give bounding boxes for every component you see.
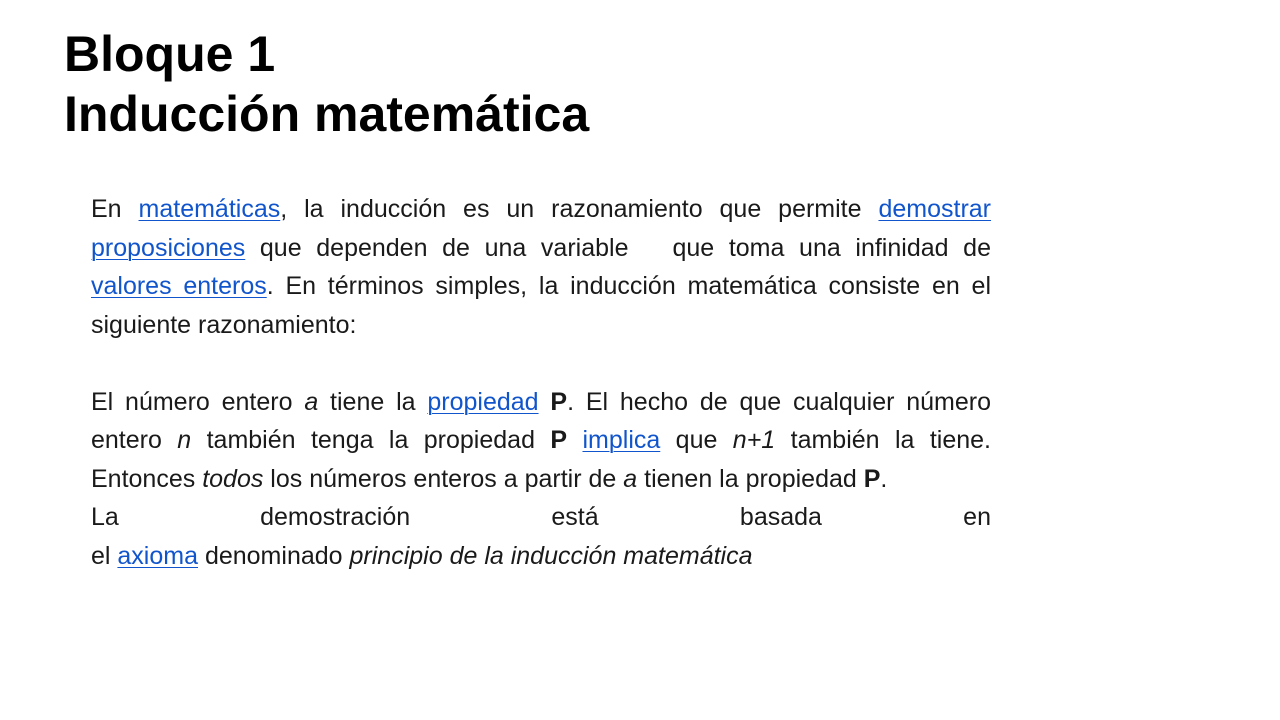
paragraph-demostracion-line-2: [91, 537, 991, 576]
link-proposiciones[interactable]: proposiciones: [91, 233, 246, 262]
text-run: que: [660, 426, 733, 454]
text-run: el: [91, 541, 118, 570]
link-axioma[interactable]: axioma: [117, 541, 198, 570]
paragraph-induccion-intro: [91, 190, 991, 344]
variable-n-plus-1: n+1: [732, 426, 776, 454]
title-line-2: Inducción matemática: [64, 86, 590, 142]
text-run: [567, 426, 582, 454]
text-run: que dependen de una variable: [245, 233, 629, 262]
text-run: . En términos simples, la inducción matemática consiste en el siguiente razonamiento:: [91, 272, 991, 339]
link-matematicas[interactable]: matemáticas: [138, 195, 281, 223]
paragraph-demostracion-line-1: La demostración está basada en: [91, 503, 991, 531]
variable-a: a: [304, 387, 319, 416]
text-run: .: [880, 464, 888, 493]
emphasis-todos: todos: [202, 464, 264, 493]
text-run: , la inducción es un razonamiento que permite: [280, 195, 879, 223]
paragraph-propiedad: [91, 383, 991, 499]
text-run: tiene la: [318, 387, 428, 416]
text-run: denominado: [198, 541, 350, 570]
text-run: que toma una infinidad de: [672, 233, 991, 262]
text-run: [539, 388, 551, 416]
link-propiedad[interactable]: propiedad: [427, 387, 539, 416]
variable-n: n: [177, 426, 192, 454]
text-run: también tenga la propiedad: [191, 426, 551, 454]
link-implica[interactable]: implica: [582, 426, 661, 454]
text-run: En: [91, 195, 139, 223]
slide-title: [64, 24, 1164, 144]
title-line-1: Bloque 1: [64, 26, 276, 82]
principio-induccion: principio de la inducción matemática: [349, 541, 753, 570]
variable-a: a: [623, 464, 638, 493]
paragraph-spacer: [91, 344, 991, 383]
text-run: también la tiene. Entonces: [91, 426, 991, 493]
text-run: tienen la propiedad: [637, 464, 864, 493]
property-p: P: [550, 387, 568, 416]
property-p: P: [550, 426, 568, 454]
slide-body: [91, 190, 991, 575]
link-valores-enteros[interactable]: valores enteros: [91, 272, 267, 300]
text-run: los números enteros a partir de: [263, 464, 624, 493]
text-run: . El hecho de que cualquier número entero: [91, 387, 992, 454]
link-demostrar[interactable]: demostrar: [878, 195, 992, 223]
property-p: P: [863, 464, 881, 493]
text-run: El número entero: [91, 387, 305, 416]
